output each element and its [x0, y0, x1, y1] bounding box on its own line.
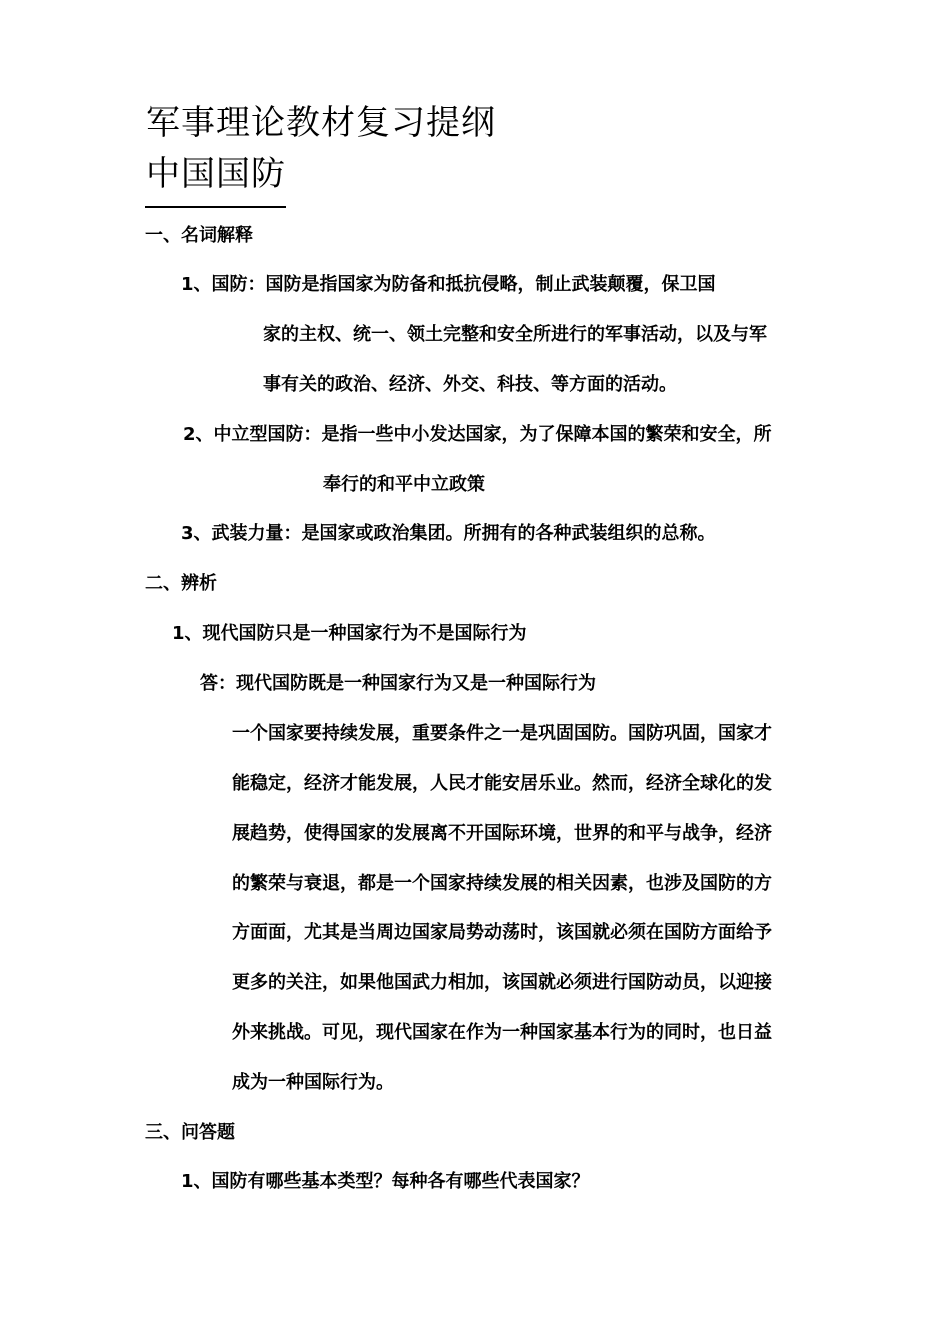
analysis-paragraph-line: 外来挑战。可见，现代国家在作为一种国家基本行为的同时，也日益: [232, 1022, 772, 1043]
section-heading-definitions: 一、名词解释: [145, 225, 253, 246]
definition-item-2-line-1: 2、中立型国防：是指一些中小发达国家，为了保障本国的繁荣和安全，所: [183, 424, 772, 445]
analysis-paragraph-line: 方面面，尤其是当周边国家局势动荡时，该国就必须在国防方面给予: [232, 922, 772, 943]
analysis-answer-1: 答：现代国防既是一种国家行为又是一种国际行为: [200, 673, 596, 694]
analysis-paragraph-line: 的繁荣与衰退，都是一个国家持续发展的相关因素，也涉及国防的方: [232, 873, 772, 894]
analysis-paragraph-line: 展趋势，使得国家的发展离不开国际环境，世界的和平与战争，经济: [232, 823, 772, 844]
analysis-question-1: 1、现代国防只是一种国家行为不是国际行为: [172, 623, 527, 644]
analysis-paragraph-line: 成为一种国际行为。: [232, 1072, 394, 1093]
document-title: 军事理论教材复习提纲: [146, 103, 496, 143]
definition-item-1-line-3: 事有关的政治、经济、外交、科技、等方面的活动。: [263, 374, 677, 395]
section-heading-qa: 三、问答题: [145, 1122, 235, 1143]
analysis-paragraph-line: 更多的关注，如果他国武力相加，该国就必须进行国防动员，以迎接: [232, 972, 772, 993]
title-underline: [145, 206, 286, 208]
document-subtitle: 中国国防: [146, 154, 286, 194]
qa-question-1: 1、国防有哪些基本类型？每种各有哪些代表国家？: [181, 1171, 590, 1192]
definition-item-2-line-2: 奉行的和平中立政策: [323, 474, 485, 495]
definition-item-3-line-1: 3、武装力量：是国家或政治集团。所拥有的各种武装组织的总称。: [181, 523, 716, 544]
definition-item-1-line-2: 家的主权、统一、领土完整和安全所进行的军事活动，以及与军: [263, 324, 767, 345]
analysis-paragraph-line: 能稳定，经济才能发展，人民才能安居乐业。然而，经济全球化的发: [232, 773, 772, 794]
definition-item-1-line-1: 1、国防：国防是指国家为防备和抵抗侵略，制止武装颠覆，保卫国: [181, 274, 716, 295]
analysis-paragraph-line: 一个国家要持续发展，重要条件之一是巩固国防。国防巩固，国家才: [232, 723, 772, 744]
section-heading-analysis: 二、辨析: [145, 573, 217, 594]
